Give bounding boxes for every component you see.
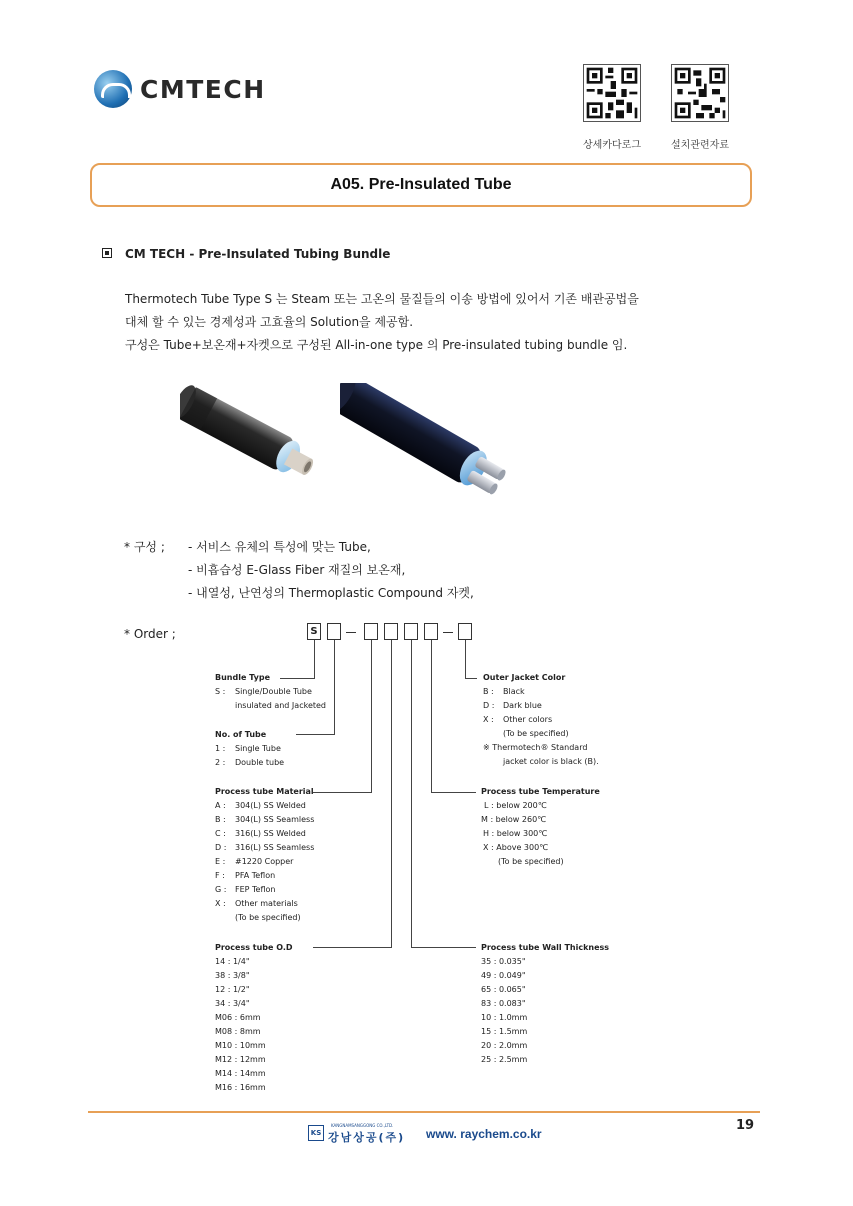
bundle-type-block xyxy=(215,671,326,713)
wall-thickness-block xyxy=(481,941,609,1067)
connector-line xyxy=(334,640,335,735)
connector-line xyxy=(313,792,372,793)
qr-caption-install: 설치관련자료 xyxy=(671,140,729,151)
list-item: M16 : 16mm xyxy=(215,1083,266,1092)
list-item: 35 : 0.035" xyxy=(481,957,526,966)
code-dash xyxy=(346,632,356,633)
list-item: 83 : 0.083" xyxy=(481,999,526,1008)
list-item: 10 : 1.0mm xyxy=(481,1013,528,1022)
list-item: M08 : 8mm xyxy=(215,1027,261,1036)
list-item: M10 : 10mm xyxy=(215,1041,266,1050)
composition-item-1: - 서비스 유체의 특성에 맞는 Tube, xyxy=(188,540,371,554)
cmtech-logo xyxy=(94,70,264,110)
list-item: F : PFA Teflon xyxy=(215,871,276,880)
list-item-cont: insulated and Jacketed xyxy=(235,701,326,710)
list-item: 14 : 1/4" xyxy=(215,957,250,966)
section-heading xyxy=(102,247,390,261)
connector-line xyxy=(411,640,412,948)
list-item: S : Single/Double Tube xyxy=(215,687,312,696)
code-box-od xyxy=(384,623,398,640)
company-name-en: KANGNAMSANGGONG CO.,LTD. xyxy=(331,1123,394,1128)
list-item: E : #1220 Copper xyxy=(215,857,294,866)
ks-mark-icon: KS xyxy=(308,1125,324,1141)
page-title: A05. Pre-Insulated Tube xyxy=(330,176,512,193)
bundle-type-heading: Bundle Type xyxy=(215,673,271,682)
footer-divider xyxy=(88,1111,760,1113)
product-image-double-tube xyxy=(340,383,520,503)
intro-line-3: 구성은 Tube+보온재+자켓으로 구성된 All-in-one type 의 Pre-insulated tubing bundle 임. xyxy=(125,338,628,352)
intro-line-2: 대체 할 수 있는 경제성과 고효율의 Solution을 제공함. xyxy=(125,315,414,329)
company-name-ko: 강남상공(주) xyxy=(328,1131,406,1144)
material-heading: Process tube Material xyxy=(215,787,314,796)
list-item: 65 : 0.065" xyxy=(481,985,526,994)
list-item: X : Above 300℃ xyxy=(483,843,549,852)
composition-item-3: - 내열성, 난연성의 Thermoplastic Compound 자켓, xyxy=(188,586,474,600)
list-item: B : 304(L) SS Seamless xyxy=(215,815,315,824)
list-item: C : 316(L) SS Welded xyxy=(215,829,306,838)
title-box xyxy=(90,163,752,207)
list-item: 15 : 1.5mm xyxy=(481,1027,528,1036)
list-item-cont: (To be specified) xyxy=(498,857,564,866)
jacket-note-cont: jacket color is black (B). xyxy=(503,757,599,766)
connector-line xyxy=(313,947,392,948)
qr-code-install-icon[interactable] xyxy=(671,64,729,122)
code-box-no-of-tube xyxy=(327,623,341,640)
list-item: 1 : Single Tube xyxy=(215,744,281,753)
list-item: 20 : 2.0mm xyxy=(481,1041,528,1050)
list-item: 12 : 1/2" xyxy=(215,985,250,994)
qr-code-catalog-icon[interactable] xyxy=(583,64,641,122)
no-of-tube-block xyxy=(215,728,284,770)
wall-thickness-heading: Process tube Wall Thickness xyxy=(481,943,610,952)
od-heading: Process tube O.D xyxy=(215,943,293,952)
jacket-color-heading: Outer Jacket Color xyxy=(483,673,566,682)
temperature-block xyxy=(481,785,600,869)
jacket-color-block xyxy=(483,671,599,769)
jacket-note: ※ Thermotech® Standard xyxy=(483,743,588,752)
list-item: 38 : 3/8" xyxy=(215,971,250,980)
intro-line-1: Thermotech Tube Type S 는 Steam 또는 고온의 물질들의 이송 방법에 있어서 기존 배관공법을 xyxy=(125,292,639,306)
connector-line xyxy=(431,640,432,793)
material-block xyxy=(215,785,314,925)
connector-line xyxy=(411,947,476,948)
list-item: L : below 200℃ xyxy=(484,801,547,810)
connector-line xyxy=(431,792,476,793)
list-item: 25 : 2.5mm xyxy=(481,1055,528,1064)
list-item: 34 : 3/4" xyxy=(215,999,250,1008)
code-box-wall xyxy=(404,623,418,640)
list-item: 2 : Double tube xyxy=(215,758,285,767)
list-item: A : 304(L) SS Welded xyxy=(215,801,306,810)
connector-line xyxy=(465,640,466,678)
website-link[interactable]: www. raychem.co.kr xyxy=(426,1127,542,1141)
composition-item-2: - 비흡습성 E-Glass Fiber 재질의 보온재, xyxy=(188,563,406,577)
connector-line xyxy=(296,734,335,735)
connector-line xyxy=(465,678,477,679)
qr-caption-catalog: 상세카다로그 xyxy=(583,140,641,151)
code-box-temperature xyxy=(424,623,438,640)
list-item: M12 : 12mm xyxy=(215,1055,266,1064)
code-dash xyxy=(443,632,453,633)
list-item-cont: (To be specified) xyxy=(503,729,569,738)
list-item: D : Dark blue xyxy=(483,701,542,710)
order-label: * Order ; xyxy=(124,627,176,641)
list-item-cont: (To be specified) xyxy=(235,913,301,922)
temperature-heading: Process tube Temperature xyxy=(481,787,600,796)
section-heading-text: CM TECH - Pre-Insulated Tubing Bundle xyxy=(125,247,391,261)
list-item: G : FEP Teflon xyxy=(215,885,276,894)
code-box-jacket xyxy=(458,623,472,640)
square-bullet-icon xyxy=(102,248,112,258)
code-box-material xyxy=(364,623,378,640)
no-of-tube-heading: No. of Tube xyxy=(215,730,267,739)
connector-line xyxy=(391,640,392,948)
list-item: X : Other materials xyxy=(215,899,298,908)
list-item: B : Black xyxy=(483,687,525,696)
list-item: H : below 300℃ xyxy=(483,829,548,838)
list-item: X : Other colors xyxy=(483,715,553,724)
composition-label: * 구성 ; xyxy=(124,540,165,554)
cm-logo-icon xyxy=(94,70,132,108)
od-block xyxy=(215,941,293,1095)
list-item: M06 : 6mm xyxy=(215,1013,261,1022)
product-image-single-tube xyxy=(180,383,330,498)
list-item: 49 : 0.049" xyxy=(481,971,526,980)
list-item: M14 : 14mm xyxy=(215,1069,266,1078)
code-box-bundle-type: S xyxy=(307,623,321,640)
brand-name: CMTECH xyxy=(140,75,266,104)
list-item: D : 316(L) SS Seamless xyxy=(215,843,315,852)
page-number: 19 xyxy=(736,1118,755,1133)
connector-line xyxy=(371,640,372,793)
list-item: M : below 260℃ xyxy=(481,815,547,824)
